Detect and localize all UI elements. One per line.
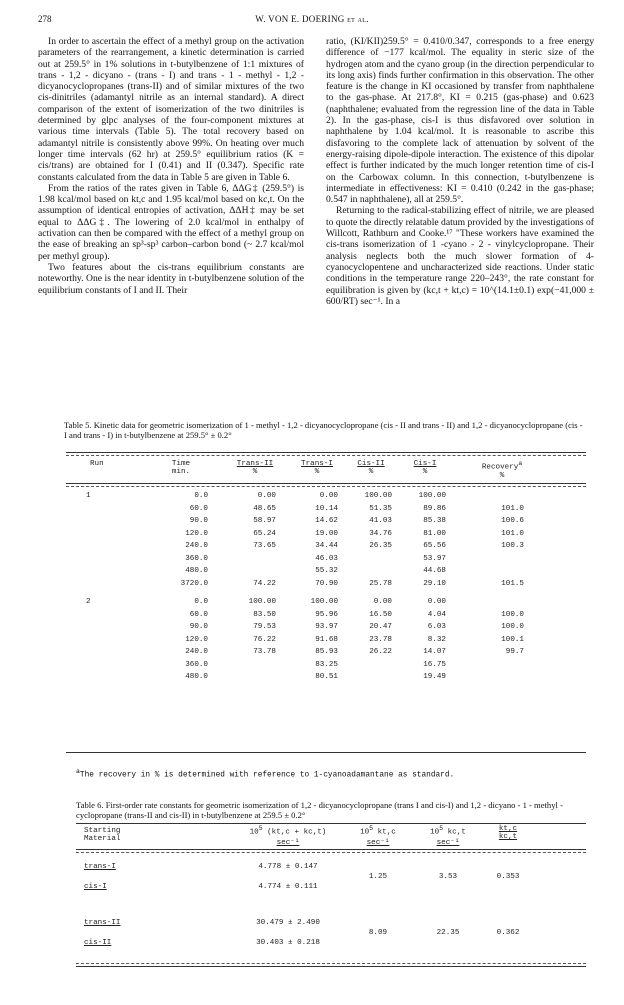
- ratio-i: 0.353: [496, 873, 520, 881]
- table5-cell-cis-ii: 20.47: [369, 623, 392, 631]
- table5-cell-cis-i: 89.86: [423, 504, 446, 513]
- table5-cell-cis-i: 29.10: [423, 579, 446, 588]
- material-cis-i: cis-I: [84, 883, 107, 891]
- table5-footnote: $^a$The recovery in % is determined with reference to 1-cyanoadamantane as standard.: [76, 768, 455, 780]
- table5-cell-cis-ii: 26.22: [369, 648, 392, 656]
- table5-cell-time: 60.0: [189, 610, 208, 619]
- table5-cell-time: 240.0: [185, 648, 208, 656]
- table5-cell-recovery: 100.6: [501, 517, 524, 525]
- table5-cell-trans-ii: 73.65: [253, 542, 276, 550]
- header-starting-material: Starting Material: [84, 827, 121, 843]
- table5-cell-trans-i: 95.96: [315, 610, 338, 619]
- table5-cell-time: 0.0: [194, 492, 208, 500]
- table5-cell-time: 3720.0: [180, 579, 208, 588]
- table5-cell-cis-ii: 0.00: [373, 598, 392, 606]
- table5-cell-trans-i: 70.90: [315, 579, 338, 588]
- table5-cell-cis-ii: 100.00: [364, 492, 392, 500]
- table5-cell-trans-ii: 48.65: [253, 504, 276, 513]
- sum-k-cis-ii: 30.403 ± 0.218: [256, 939, 320, 947]
- table5-cell-cis-ii: 23.78: [369, 635, 392, 644]
- page-header: [0, 14, 624, 28]
- table5-cell-cis-i: 53.97: [423, 554, 446, 563]
- table5-cell-cis-i: 0.00: [427, 598, 446, 606]
- table5-cell-trans-i: 83.25: [315, 660, 338, 669]
- table5-cell-trans-ii: 76.22: [253, 635, 276, 644]
- table5-cell-trans-i: 80.51: [315, 673, 338, 681]
- table5-cell-trans-ii: 100.00: [248, 598, 276, 606]
- table5-cell-trans-i: 0.00: [319, 492, 338, 500]
- left-column: [38, 36, 304, 296]
- header-ktc: $10^5$ kt,c sec⁻¹: [360, 825, 396, 847]
- material-cis-ii: cis-II: [84, 939, 112, 947]
- table5-cell-trans-ii: 83.50: [253, 610, 276, 619]
- header-time: Time min.: [171, 460, 191, 476]
- table6-caption: Table 6. First-order rate constants for geometric isomerization of 1,2 - dicyanocyclopropane (trans I and cis-I) and 1,2 - dicyano - 1 - methyl - cyclopropane (trans-II and cis-II) in t-butylbenzene at 259.5 ± 0.2°: [76, 800, 563, 821]
- header-cis-i: Cis-I %: [413, 460, 437, 476]
- header-sum-k: $10^5$ (kt,c + kc,t) sec⁻¹: [249, 825, 327, 847]
- table5-cell-cis-ii: 25.78: [369, 579, 392, 588]
- table5-cell-recovery: 101.0: [501, 504, 524, 513]
- table5-cell-cis-i: 6.03: [427, 623, 446, 631]
- table5-cell-recovery: 100.3: [501, 542, 524, 550]
- table5-cell-cis-i: 85.38: [423, 517, 446, 525]
- ktc-ii: 8.09: [368, 929, 388, 937]
- table5-cell-cis-ii: 51.35: [369, 504, 392, 513]
- ratio-ii: 0.362: [496, 929, 520, 937]
- table5-cell-recovery: 101.5: [501, 579, 524, 588]
- table5-cell-trans-ii: 73.78: [253, 648, 276, 656]
- table5-cell-time: 480.0: [185, 567, 208, 575]
- table5-cell-cis-i: 16.75: [423, 660, 446, 669]
- table5-cell-cis-i: 14.07: [423, 648, 446, 656]
- material-trans-i: trans-I: [84, 863, 116, 871]
- kct-i: 3.53: [438, 873, 458, 881]
- table5-cell-time: 480.0: [185, 673, 208, 681]
- table5-cell-trans-i: 93.97: [315, 623, 338, 631]
- table5: [66, 448, 586, 760]
- table5-cell-cis-i: 8.32: [427, 635, 446, 644]
- table5-cell-cis-i: 100.00: [418, 492, 446, 500]
- header-recovery: Recovery$^a$ %: [481, 460, 523, 480]
- table5-cell-recovery: 101.0: [501, 529, 524, 538]
- table5-caption: Table 5. Kinetic data for geometric isomerization of 1 - methyl - 1,2 - dicyanocyclopropane (cis - II and trans - II) and 1,2 - dicyanocyclopropane (cis - I and trans - I) in t-butylbenzene at 259.5° ± 0.2°: [64, 420, 583, 441]
- header-kct: $10^5$ kc,t sec⁻¹: [430, 825, 466, 847]
- table5-cell-run: 1: [86, 492, 91, 500]
- table5-cell-run: 2: [86, 598, 91, 606]
- table5-cell-time: 240.0: [185, 542, 208, 550]
- table5-cell-trans-i: 55.32: [315, 567, 338, 575]
- table5-cell-cis-i: 19.49: [423, 673, 446, 681]
- material-trans-ii: trans-II: [84, 919, 121, 927]
- table5-cell-cis-ii: 26.35: [369, 542, 392, 550]
- table5-cell-cis-ii: 41.03: [369, 517, 392, 525]
- table5-cell-recovery: 100.0: [501, 623, 524, 631]
- table5-cell-trans-ii: 79.53: [253, 623, 276, 631]
- table5-cell-trans-i: 10.14: [315, 504, 338, 513]
- header-run: Run: [90, 460, 104, 468]
- header-cis-ii: Cis-II %: [357, 460, 385, 476]
- ktc-i: 1.25: [368, 873, 388, 881]
- table5-cell-trans-i: 100.00: [310, 598, 338, 606]
- table5-cell-cis-ii: 16.50: [369, 610, 392, 619]
- table5-cell-trans-ii: 74.22: [253, 579, 276, 588]
- table5-cell-recovery: 99.7: [505, 648, 524, 656]
- table5-cell-time: 0.0: [194, 598, 208, 606]
- table5-cell-trans-i: 19.00: [315, 529, 338, 538]
- table5-cell-cis-i: 65.56: [423, 542, 446, 550]
- header-trans-ii: Trans-II %: [236, 460, 274, 476]
- table5-cell-trans-i: 46.03: [315, 554, 338, 563]
- sum-k-trans-i: 4.778 ± 0.147: [258, 863, 318, 871]
- table5-cell-trans-ii: 0.00: [257, 492, 276, 500]
- paragraph: ratio, (KI/KII)259.5° = 0.410/0.347, corresponds to a free energy difference of −177 kcal/mol. The equality in steric size of the hydrogen atom and the cyano group (in the direction perpendicular to its long axis) finds further confirmation in this observation. The other feature is the change in KI occasioned by transfer from naphthalene to the gas-phase. At 217.8°, KI = 0.215 (gas-phase) and 0.623 (naphthalene; evaluated from the regression line of the data in Table 2). In the gas-phase, cis-I is thus disfavored over solution in naphthalene by 1.04 kcal/mol. It is reasonable to ascribe this disfavoring to the complete lack of attenuation by solvent of the energy-raising dipole-dipole interaction. The existence of this dipolar effect is further indicated by the much longer retention time of cis-I on the Carbowax column. In this connection, t-butylbenzene is intermediate in effectiveness: KI = 0.410 (0.242 in the gas-phase; 0.547 in naphthalene), all at 259.5°.: [326, 36, 594, 206]
- sum-k-cis-i: 4.774 ± 0.111: [258, 883, 318, 891]
- table5-cell-cis-ii: 34.76: [369, 529, 392, 538]
- header-ratio: kt,c kc,t: [498, 825, 518, 841]
- table5-cell-cis-i: 4.04: [427, 610, 446, 619]
- paragraph: Returning to the radical-stabilizing effect of nitrile, we are pleased to quote the directly relatable datum provided by the investigations of Willcott, Rathburn and Cooke.¹⁷ "These workers have examined the cis-trans isomerization of 1 -cyano - 2 - vinylcyclopropane. Their analysis neglects both the much slower formation of 4-cyanocyclopentene and uncharacterized side reactions. Under static conditions in the temperature range 220–243°, the rate constant for equilibration is given by (kc,t + kt,c) = 10^(14.1±0.1) exp(−41,000 ± 600/RT) sec⁻¹. In a: [326, 205, 594, 307]
- paragraph: Two features about the cis-trans equilibrium constants are noteworthy. One is the near identity in t-butylbenzene solution of the equilibrium constants of I and II. Their: [38, 261, 304, 296]
- table5-cell-trans-i: 14.62: [315, 517, 338, 525]
- table5-cell-time: 60.0: [189, 504, 208, 513]
- table5-cell-trans-i: 91.68: [315, 635, 338, 644]
- table5-cell-cis-i: 44.68: [423, 567, 446, 575]
- table5-cell-trans-i: 34.44: [315, 542, 338, 550]
- table5-cell-time: 90.0: [189, 623, 208, 631]
- table5-cell-recovery: 100.0: [501, 610, 524, 619]
- right-column: [326, 36, 594, 307]
- table5-cell-time: 120.0: [185, 635, 208, 644]
- table5-cell-time: 120.0: [185, 529, 208, 538]
- running-head: W. VON E. DOERING et al.: [255, 14, 369, 24]
- sum-k-trans-ii: 30.479 ± 2.490: [256, 919, 320, 927]
- table5-cell-trans-i: 85.93: [315, 648, 338, 656]
- table5-cell-recovery: 100.1: [501, 635, 524, 644]
- table6: [76, 823, 586, 983]
- paragraph: In order to ascertain the effect of a methyl group on the activation parameters of the rearrangement, a kinetic determination is carried out at 259.5° in 1% solutions in t-butylbenzene of 1:1 mixtures of trans - 1,2 - dicyano - (trans - I) and trans - 1 - methyl - 1,2 - dicyanocyclopropanes (trans-II) and of similar mixtures of the two cis-dinitriles (adamantyl nitrile as an internal standard). A direct comparison of the extent of isomerization of the two dinitriles is determined by glpc analyses of the four-component mixtures at various time intervals (Table 5). The total recovery based on adamantyl nitrile is consistently above 99%. On heating over much longer time intervals (62 hr) at 259.5° equilibrium ratios (K = cis/trans) are obtained for I (0.41) and II (0.347). Specific rate constants calculated from the data in Table 5 are given in Table 6.: [38, 36, 304, 183]
- table5-cell-cis-i: 81.00: [423, 529, 446, 538]
- header-trans-i: Trans-I %: [301, 460, 333, 476]
- table5-cell-trans-ii: 58.97: [253, 517, 276, 525]
- page-number: 278: [38, 14, 52, 24]
- table5-cell-time: 360.0: [185, 660, 208, 669]
- table5-cell-time: 360.0: [185, 554, 208, 563]
- kct-ii: 22.35: [436, 929, 460, 937]
- paragraph: From the ratios of the rates given in Table 6, ΔΔG‡ (259.5°) is 1.98 kcal/mol based on kt,c and 1.95 kcal/mol based on kc,t. On the assumption of identical entropies of activation, ΔΔH‡ may be set equal to ΔΔG‡. The lowering of 2.0 kcal/mol in enthalpy of activation can then be compared with the effect of a methyl group on the ease of breaking an sp³-sp³ carbon–carbon bond (~ 2.7 kcal/mol per methyl group).: [38, 182, 304, 262]
- table5-cell-time: 90.0: [189, 517, 208, 525]
- table5-cell-trans-ii: 65.24: [253, 529, 276, 538]
